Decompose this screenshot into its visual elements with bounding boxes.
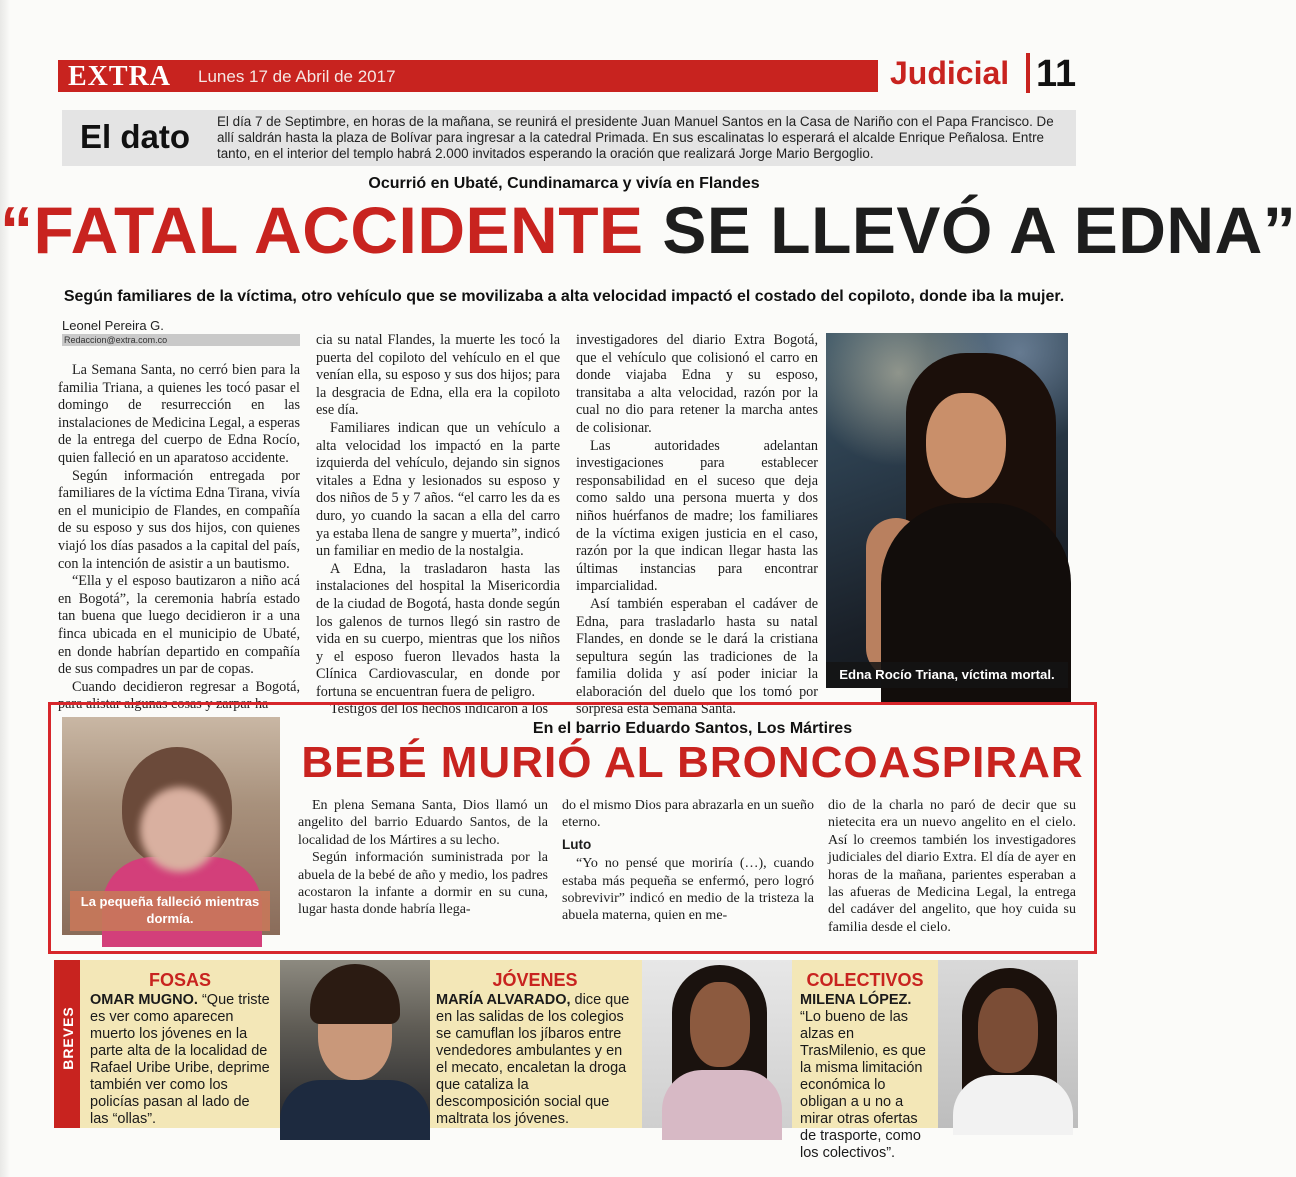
photo-shirt xyxy=(280,1080,430,1140)
main-column-1 xyxy=(58,362,300,714)
breve-item xyxy=(84,960,276,1128)
photo-hair xyxy=(310,964,400,1024)
paragraph: “Yo no pensé que moriría (…), cuando estaba más pequeña se enfermó, pero logró sobrevivir” indicó en medio de la tristeza la abuela materna, quien en me- xyxy=(562,856,814,924)
byline-email: Redaccion@extra.com.co xyxy=(62,334,300,346)
milena-lopez-photo xyxy=(938,960,1078,1128)
breve-item xyxy=(430,960,640,1128)
maria-alvarado-photo xyxy=(642,960,792,1128)
omar-mugno-photo xyxy=(280,960,430,1128)
baby-column-1 xyxy=(298,797,548,919)
headline-black-part: SE LLEVÓ A EDNA” xyxy=(662,193,1296,267)
paragraph: A Edna, la trasladaron hasta las instalaciones del hospital la Misericordia de la ciudad de Bogotá, hasta donde según los galenos de turnos llegó sin rastro de vida en su cuerpo, mientras que los niños y el esposo fueron llevados hasta la Clínica Cardiovascular, en donde por fortuna se encuentran fuera de peligro. xyxy=(316,560,560,700)
paragraph: do el mismo Dios para abrazarla en un sueño eterno. xyxy=(562,798,814,831)
paragraph: Cuando decidieron regresar a Bogotá, para alistar algunas cosas y zarpar ha- xyxy=(58,678,300,713)
edna-photo xyxy=(826,333,1068,688)
byline: Leonel Pereira G. xyxy=(62,318,164,333)
paragraph: Testigos del los hechos indicaron a los xyxy=(330,701,549,718)
breves-tab xyxy=(54,960,80,1128)
breves-label: BREVES xyxy=(60,1006,76,1070)
breve-body: “Que triste es ver como aparecen muerto los jóvenes en la parte alta de la localidad de Rafael Uribe Uribe, deprime también ver como los policías pasan al lado de las “ollas”. xyxy=(90,992,270,1127)
photo-face xyxy=(926,393,1006,498)
section-title: Judicial xyxy=(890,55,1010,91)
main-deck: Según familiares de la víctima, otro vehículo que se movilizaba a alta velocidad impactó el costado del copiloto, donde iba la mujer. xyxy=(63,288,1065,305)
paragraph: Las autoridades adelantan investigaciones para establecer responsabilidad en el suceso que deja como saldo una persona muerta y dos niños huérfanos de madre; los familiares de la víctima exigen justicia en el caso, razón por la que indican llegar hasta las últimas instancias para encontrar imparcialidad. xyxy=(576,437,818,595)
photo-blurred-face xyxy=(140,787,220,872)
breve-text xyxy=(436,992,634,1128)
breve-category: FOSAS xyxy=(148,970,211,990)
paragraph: dio de la charla no paró de decir que su nietecita era un nuevo angelito en el cielo. Así lo creemos también los investigadores judiciales del diario Extra. El día de ayer en horas de la mañana, parientes esperaban a las afueras de Medicina Legal, la entrega del cadáver del angelito, que hoy cuida su familia desde el cielo. xyxy=(828,798,1076,935)
paragraph: cia su natal Flandes, la muerte les tocó la puerta del copiloto del vehículo en el que venían ella, su esposo y sus dos hijos; para la desgracia de Edna, ella era la copiloto ese día. xyxy=(316,332,560,419)
baby-headline: BEBÉ MURIÓ AL BRONCOASPIRAR xyxy=(301,738,1084,787)
main-kicker: Ocurrió en Ubaté, Cundinamarca y vivía en Flandes xyxy=(368,175,760,192)
main-column-2 xyxy=(316,332,560,719)
breves-section xyxy=(54,960,1078,1161)
newspaper-logo: EXTRA xyxy=(68,61,172,92)
baby-photo xyxy=(62,717,280,935)
paragraph: Según información suministrada por la abuela de la bebé de año y medio, los padres acostaron la infante a dormir en su cuna, lugar hasta donde habría llega- xyxy=(298,850,548,918)
baby-photo-caption: La pequeña falleció mientras dormía. xyxy=(70,891,270,931)
breve-body: dice que en las salidas de los colegios se camuflan los jíbaros entre vendedores ambulantes y en el mecato, encaletan la droga que cataliza la descomposición social que maltrata los jóvenes. xyxy=(436,992,630,1127)
el-dato-text: El día 7 de Septimbre, en horas de la mañana, se reunirá el presidente Juan Manuel Santos en la Casa de Nariño con el Papa Francisco. De allí saldrán hasta la plaza de Bolívar para ingresar a la catedral Primada. En sus escalinatas lo esperará el alcalde Enrique Peñalosa. Entre tanto, en el interior del templo habrá 2.000 invitados esperando la oración que realizará Jorge Mario Bergoglio. xyxy=(217,114,1054,161)
main-headline xyxy=(0,192,1296,268)
breve-name: OMAR MUGNO. xyxy=(90,992,198,1008)
headline-red-part: “FATAL ACCIDENTE xyxy=(0,193,644,267)
photo-face xyxy=(690,982,750,1067)
header-red-bar xyxy=(58,60,878,92)
breve-text xyxy=(800,992,930,1162)
breve-text xyxy=(90,992,270,1128)
baby-column-2 xyxy=(562,797,814,925)
breve-category: JÓVENES xyxy=(492,970,578,990)
paragraph: Así también esperaban el cadáver de Edna, para trasladarlo hasta su natal Flandes, en donde se le dará la cristiana sepultura según las tradiciones de la familia dolida y así poder iniciar la elaboración del duelo que los tomó por sorpresa esta Semana Santa. xyxy=(576,595,818,718)
photo-face xyxy=(978,988,1038,1073)
breve-name: MARÍA ALVARADO, xyxy=(436,992,571,1008)
baby-column-3 xyxy=(828,797,1076,936)
paragraph: Según información entregada por familiares de la víctima Edna Tirana, vivía en el municipio de Flandes, en compañía de su esposo y sus dos hijos, con quienes viajó los días pasados a la capital del país, con la intención de asistir a un bautismo. xyxy=(58,467,300,572)
paragraph: investigadores del diario Extra Bogotá, que el vehículo que colisionó el carro en donde viajaba Edna y su esposo, transitaba a alta velocidad, razón por la cual no dio para retener la marcha antes de colisionar. xyxy=(576,332,818,436)
breve-category: COLECTIVOS xyxy=(806,970,924,990)
subhead: Luto xyxy=(562,836,592,852)
photo-body xyxy=(662,1070,782,1140)
el-dato-box xyxy=(62,110,1076,166)
baby-kicker: En el barrio Eduardo Santos, Los Mártires xyxy=(532,720,853,737)
paragraph: Familiares indican que un vehículo a alta velocidad los impactó en la parte izquierda del vehículo, dejando sin signos vitales a Edna y lesionados su esposo y dos niños de 5 y 7 años. “el carro les da es duro, yo cuando la sacan a ella del carro ya estaba llena de sangre y muerta”, indicó un familiar en medio de la nostalgia. xyxy=(316,419,560,560)
el-dato-label: El dato xyxy=(80,118,191,155)
breve-name: MILENA LÓPEZ. xyxy=(800,992,912,1008)
page-header xyxy=(58,55,1076,97)
breve-item xyxy=(794,960,936,1161)
issue-date: Lunes 17 de Abril de 2017 xyxy=(198,67,396,86)
photo-body xyxy=(953,1075,1073,1135)
edna-photo-caption: Edna Rocío Triana, víctima mortal. xyxy=(826,662,1068,688)
main-column-3 xyxy=(576,332,818,719)
paragraph: La Semana Santa, no cerró bien para la familia Triana, a quienes les tocó pasar el domingo de resurrección en las instalaciones de Medicina Legal, a esperas de la entrega del cuerpo de Edna Rocío, quien falleció en un aparatoso accidente. xyxy=(58,362,300,466)
page-number: 11 xyxy=(1026,53,1076,93)
breve-body: “Lo bueno de las alzas en TrasMilenio, es que la misma limitación económica lo obligan a u no a mirar otras ofertas de trasporte, como los colectivos”. xyxy=(800,1009,926,1161)
paragraph: En plena Semana Santa, Dios llamó un angelito del barrio Eduardo Santos, de la localidad de los Mártires a su lecho. xyxy=(298,798,548,848)
paragraph: “Ella y el esposo bautizaron a niño acá en Bogotá”, la ceremonia habría estado tan buena que luego decidieron ir a una finca ubicada en el municipio de Ubaté, en donde habrían departido en compañía de sus compadres un par de copas. xyxy=(58,573,300,678)
